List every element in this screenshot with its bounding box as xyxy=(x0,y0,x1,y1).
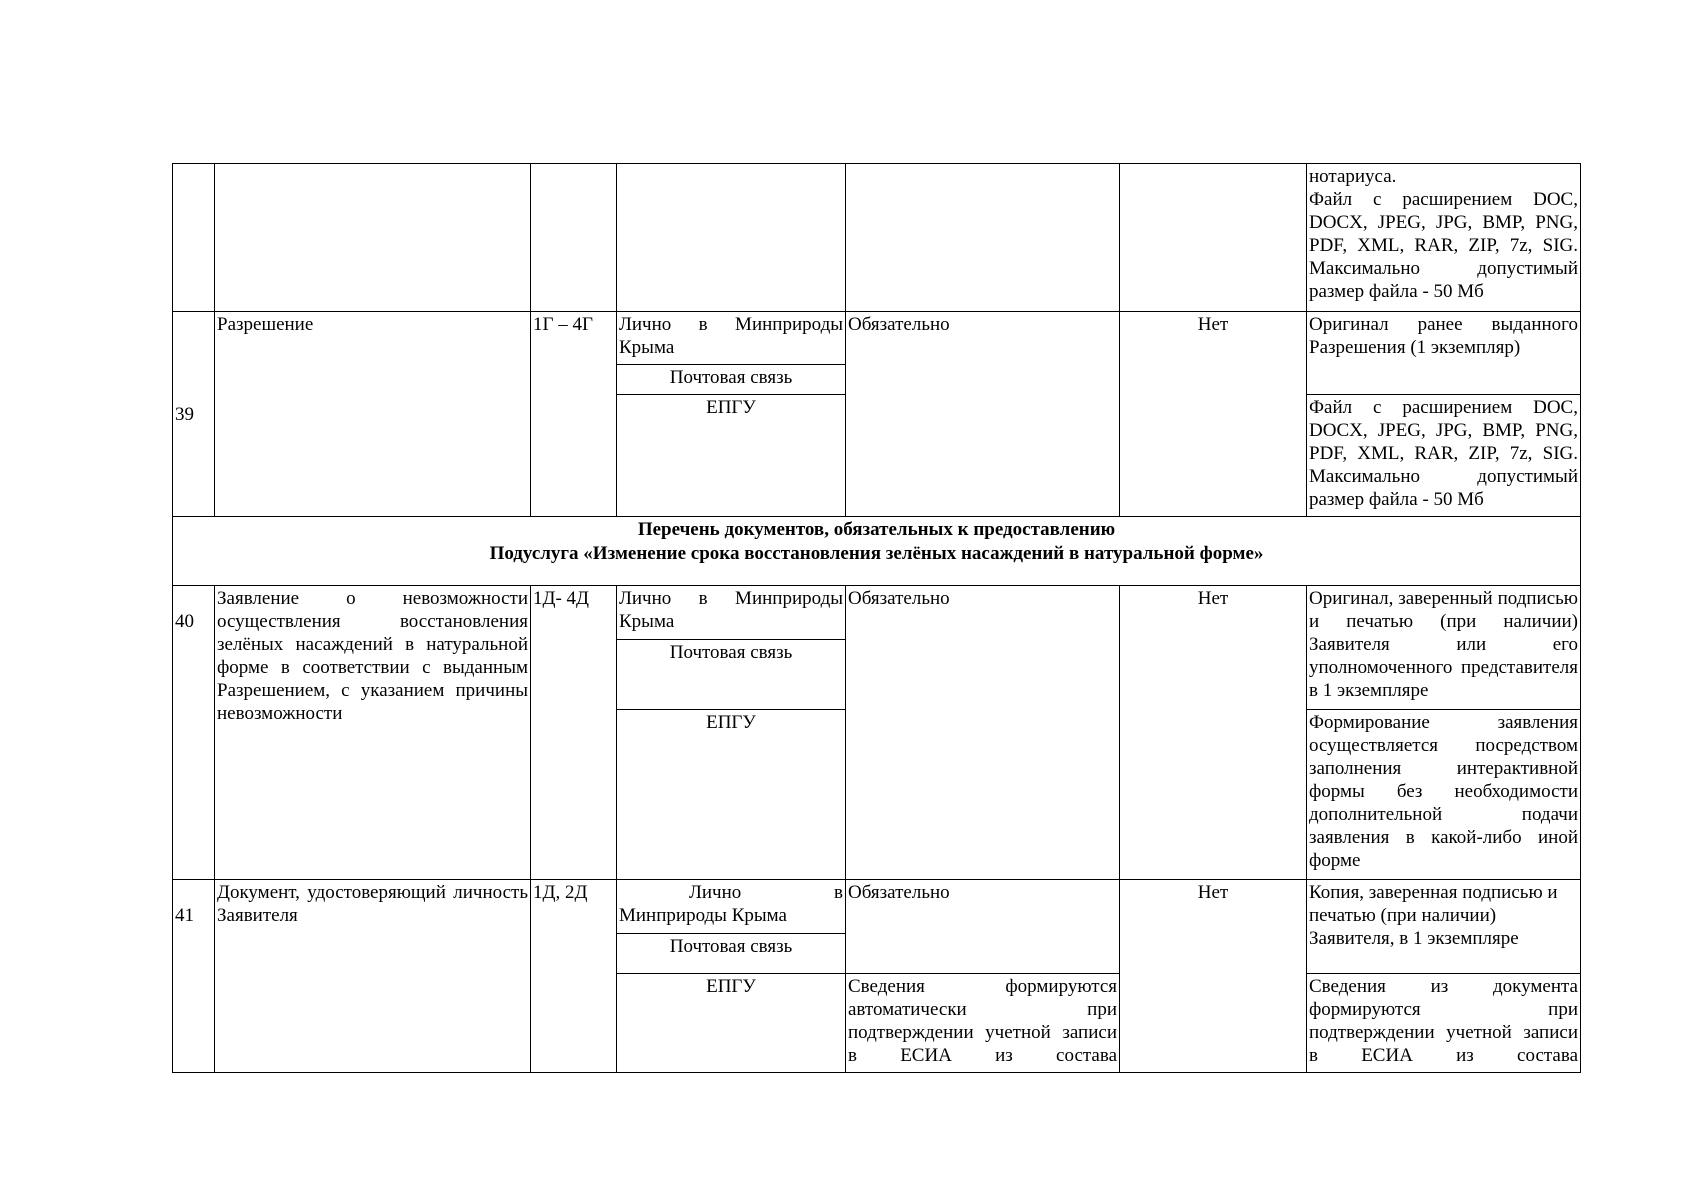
requirement: Обязательно xyxy=(846,586,1120,880)
requirement: Обязательно xyxy=(846,312,1120,517)
way-post: Почтовая связь xyxy=(617,365,846,395)
row-number: 40 xyxy=(173,586,215,880)
form-copy: Копия, заверенная подписью и печатью (при наличии) Заявителя, в 1 экземпляре xyxy=(1307,880,1581,974)
way-epgu: ЕПГУ xyxy=(617,974,846,1073)
way-personal: Лично в Минприроды Крыма xyxy=(617,312,846,365)
heading-line-1: Перечень документов, обязательных к предоставлению xyxy=(637,519,1116,540)
way-personal: Лично в Минприроды Крыма xyxy=(617,586,846,640)
document-code: 1Д- 4Д xyxy=(531,586,617,880)
flag-value: Нет xyxy=(1120,312,1307,517)
way-epgu: ЕПГУ xyxy=(617,710,846,880)
form-original: Оригинал, заверенный подписью и печатью (при наличии) Заявителя или его уполномоченного представителя в 1 экземпляре xyxy=(1307,586,1581,710)
table-row-continuation xyxy=(173,164,1581,312)
table-row-39 xyxy=(173,312,1581,365)
requirement: Обязательно xyxy=(846,880,1120,974)
cell-name xyxy=(215,164,531,312)
cell-flag xyxy=(1120,164,1307,312)
document-name: Разрешение xyxy=(215,312,531,517)
form-original: Оригинал ранее выданного Разрешения (1 экземпляр) xyxy=(1307,312,1581,395)
way-post: Почтовая связь xyxy=(617,934,846,974)
documents-table xyxy=(172,163,1581,1073)
cell-form: нотариуса. Файл с расширением DOC, DOCX, JPEG, JPG, BMP, PNG, PDF, XML, RAR, ZIP, 7z, SIG. Максимально допустимый размер файла - 50 Мб xyxy=(1307,164,1581,312)
document-code: 1Г – 4Г xyxy=(531,312,617,517)
document-name: Заявление о невозможности осуществления восстановления зелёных насаждений в натуральной форме в соответствии с выданным Разрешением, с указанием причины невозможности xyxy=(215,586,531,880)
section-heading xyxy=(173,517,1581,586)
form-file: Файл с расширением DOC, DOCX, JPEG, JPG, BMP, PNG, PDF, XML, RAR, ZIP, 7z, SIG. Максимально допустимый размер файла - 50 Мб xyxy=(1307,395,1581,517)
row-number: 39 xyxy=(173,312,215,517)
cell-num xyxy=(173,164,215,312)
requirement-epgu: Сведения формируются автоматически при подтверждении учетной записи в ЕСИА из состава xyxy=(846,974,1120,1073)
cell-way xyxy=(617,164,846,312)
way-epgu: ЕПГУ xyxy=(617,395,846,517)
row-number: 41 xyxy=(173,880,215,1073)
way-personal: Лично в Минприроды Крыма xyxy=(617,880,846,934)
table-row-41 xyxy=(173,880,1581,934)
document-name: Документ, удостоверяющий личность Заявителя xyxy=(215,880,531,1073)
section-heading-row xyxy=(173,517,1581,586)
heading-line-2: Подуслуга «Изменение срока восстановления зелёных насаждений в натуральной форме» xyxy=(489,543,1264,564)
document-code: 1Д, 2Д xyxy=(531,880,617,1073)
flag-value: Нет xyxy=(1120,586,1307,880)
cell-code xyxy=(531,164,617,312)
table-row-40 xyxy=(173,586,1581,640)
form-epgu: Формирование заявления осуществляется посредством заполнения интерактивной формы без необходимости дополнительной подачи заявления в какой-либо иной форме xyxy=(1307,710,1581,880)
flag-value: Нет xyxy=(1120,880,1307,1073)
cell-need xyxy=(846,164,1120,312)
way-post: Почтовая связь xyxy=(617,640,846,710)
form-epgu: Сведения из документа формируются при подтверждении учетной записи в ЕСИА из состава xyxy=(1307,974,1581,1073)
